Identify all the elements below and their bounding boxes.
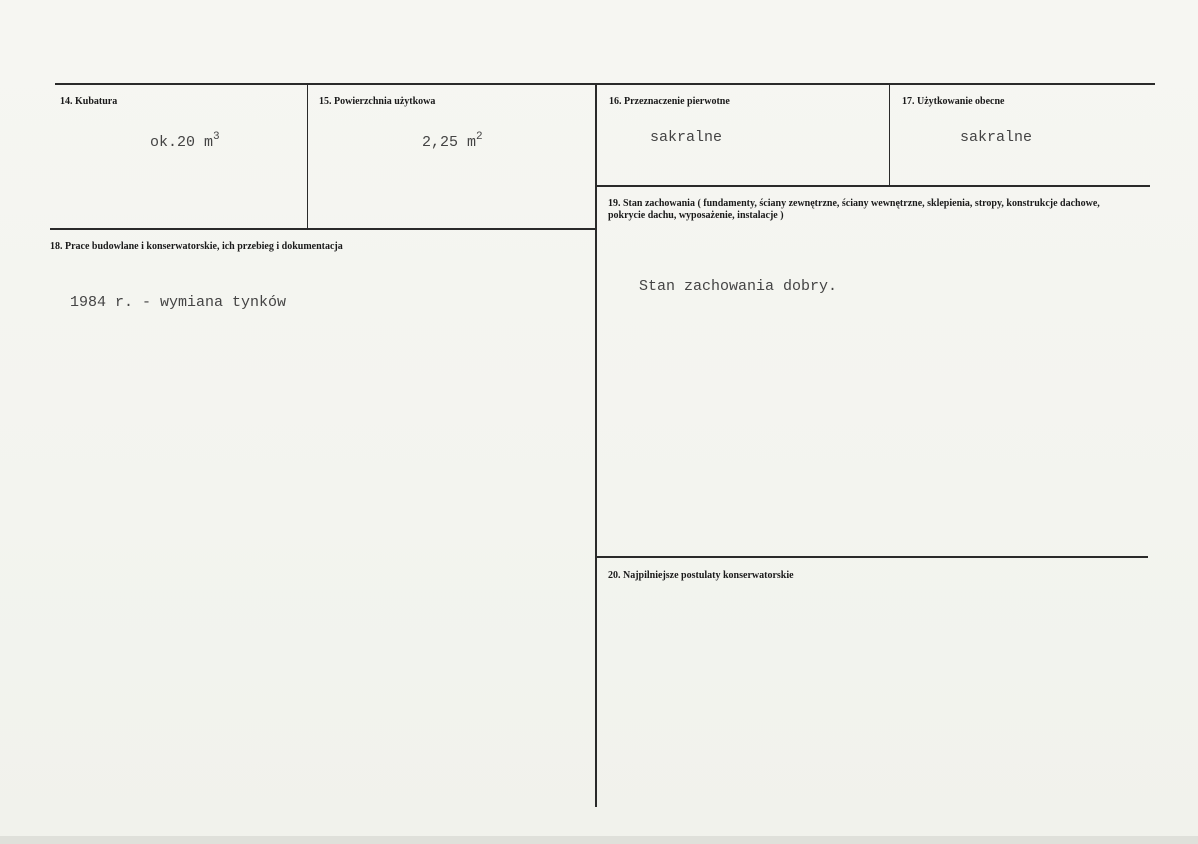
rule-under-16-17 — [597, 185, 1150, 187]
field-15-value — [422, 131, 483, 151]
field-14-label: 14. Kubatura — [60, 96, 118, 107]
field-17-value: sakralne — [960, 129, 1033, 146]
divider-14-15 — [307, 85, 308, 228]
divider-16-17 — [889, 85, 890, 186]
field-18-label: 18. Prace budowlane i konserwatorskie, ich przebieg i dokumentacja — [50, 241, 343, 252]
top-rule — [55, 83, 1155, 85]
field-17-label: 17. Użytkowanie obecne — [902, 96, 1005, 107]
field-16-label: 16. Przeznaczenie pierwotne — [609, 96, 730, 107]
field-15-exponent: 2 — [476, 131, 483, 143]
field-20-label: 20. Najpilniejsze postulaty konserwatorskie — [608, 570, 794, 581]
field-14-value — [150, 131, 220, 151]
rule-under-14-15 — [50, 228, 596, 230]
field-14-exponent: 3 — [213, 131, 220, 143]
rule-above-20 — [597, 556, 1148, 558]
field-18-value: 1984 r. - wymiana tynków — [70, 294, 287, 311]
field-14-value-text: ok.20 m — [150, 134, 214, 151]
field-15-label: 15. Powierzchnia użytkowa — [319, 96, 436, 107]
field-15-value-text: 2,25 m — [422, 134, 477, 151]
field-19-label: 19. Stan zachowania ( fundamenty, ściany zewnętrzne, ściany wewnętrzne, sklepienia, stropy, konstrukcje dachowe, pokrycie dachu, wyposażenie, instalacje ) — [608, 198, 1100, 221]
field-16-value: sakralne — [650, 129, 723, 146]
field-19-value: Stan zachowania dobry. — [639, 278, 838, 295]
center-divider — [595, 85, 597, 807]
page-edge — [0, 836, 1198, 844]
